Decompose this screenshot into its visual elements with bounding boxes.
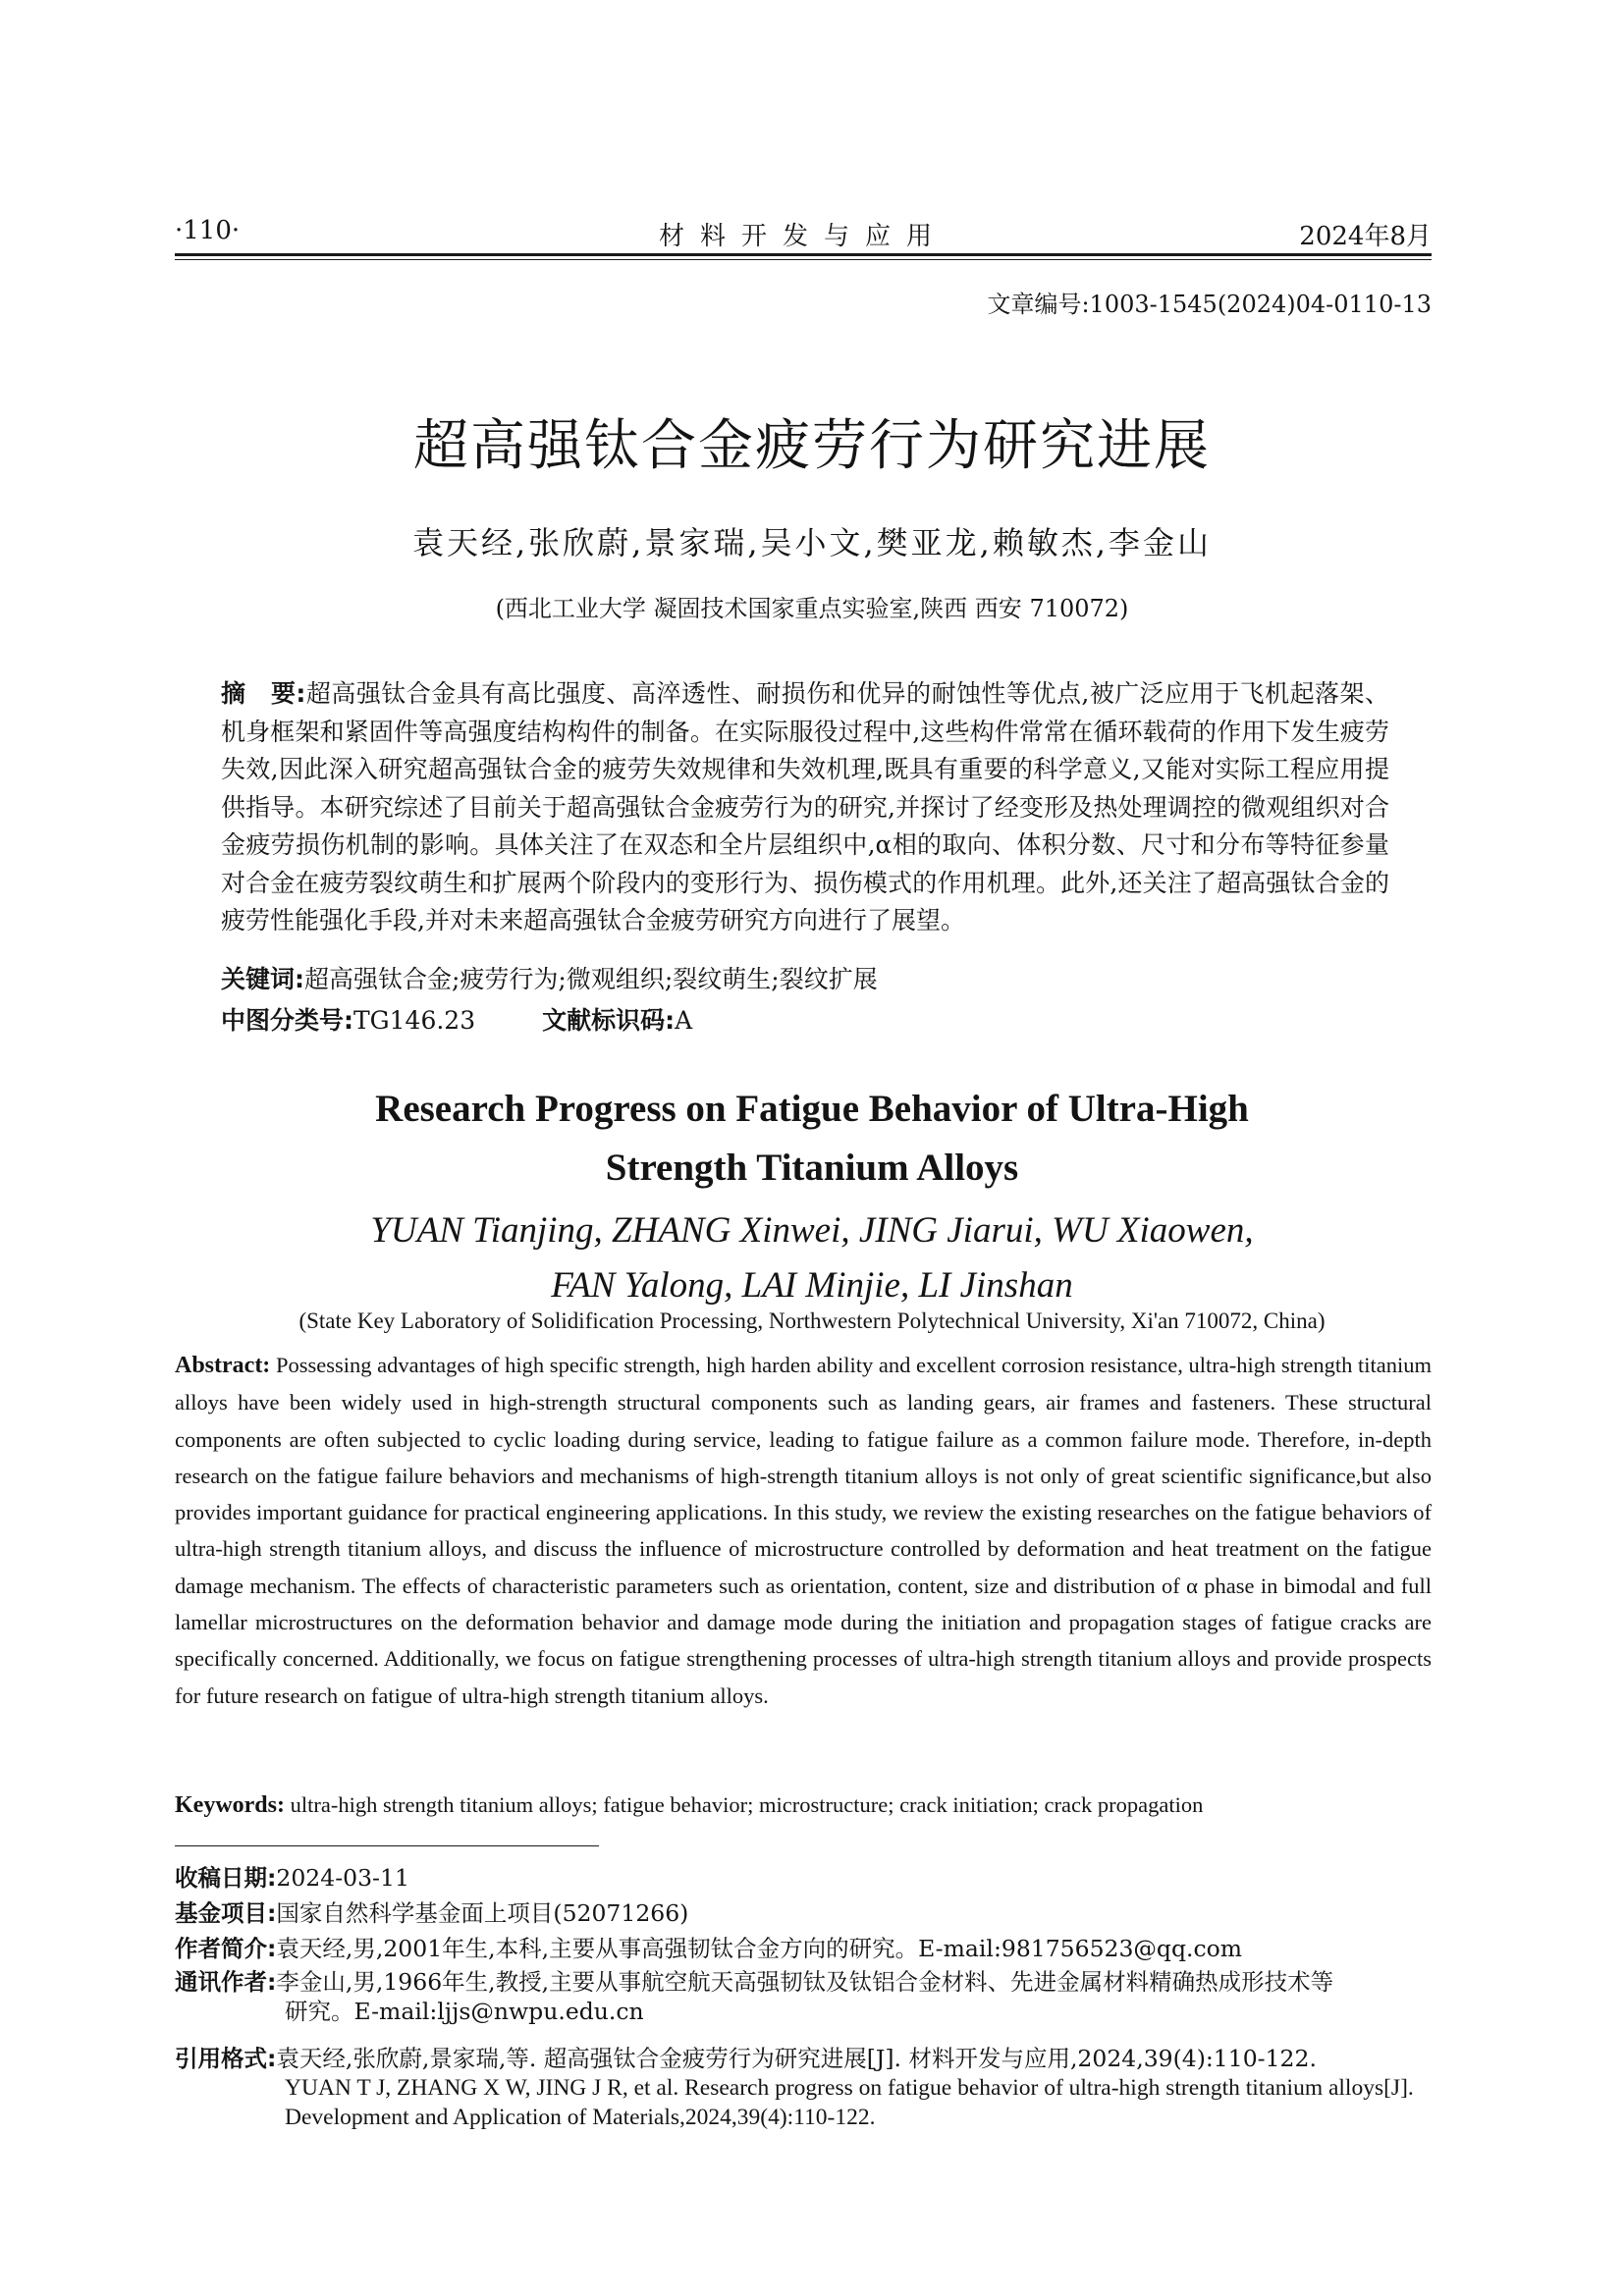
corr-label: 通讯作者: [175,1968,277,1996]
doc-code-value: A [675,1006,693,1035]
journal-name: 材料开发与应用 [658,222,947,251]
english-affiliation: (State Key Laboratory of Solidification Processing, Northwestern Polytechnical University, Xi'an 710072, China) [298,1308,1326,1333]
english-title-line-1: Research Progress on Fatigue Behavior of Ultra-High [375,1088,1249,1130]
chinese-authors: 袁天经,张欣蔚,景家瑞,吴小文,樊亚龙,赖敏杰,李金山 [411,524,1213,561]
english-keywords-label: Keywords: [175,1792,285,1818]
english-abstract [175,1347,1432,1714]
classification-line [221,1001,692,1037]
cite-label: 引用格式: [175,2045,277,2072]
english-title-line-2: Strength Titanium Alloys [605,1147,1019,1189]
author-bio-label: 作者简介: [175,1935,277,1962]
corr-line-1: 李金山,男,1966年生,教授,主要从事航空航天高强韧钛及钛铝合金材料、先进金属材料精确热成形技术等 [276,1968,1334,1996]
abstract-text: 超高强钛合金具有高比强度、高淬透性、耐损伤和优异的耐蚀性等优点,被广泛应用于飞机起落架、机身框架和紧固件等高强度结构构件的制备。在实际服役过程中,这些构件常常在循环载荷的作用下发生疲劳失效,因此深入研究超高强钛合金的疲劳失效规律和失效机理,既具有重要的科学意义,又能对实际工程应用提供指导。本研究综述了目前关于超高强钛合金疲劳行为的研究,并探讨了经变形及热处理调控的微观组织对合金疲劳损伤机制的影响。具体关注了在双态和全片层组织中,α相的取向、体积分数、尺寸和分布等特征参量对合金在疲劳裂纹萌生和扩展两个阶段内的变形行为、损伤模式的作用机理。此外,还关注了超高强钛合金的疲劳性能强化手段,并对未来超高强钛合金疲劳研究方向进行了展望。 [221,679,1389,934]
keywords-label: 关键词: [221,965,304,993]
corr-line-2: 研究。E-mail:ljjs@nwpu.edu.cn [285,1998,644,2025]
english-keywords [175,1792,1203,1819]
header-rule-thin [175,259,1432,260]
author-bio-value: 袁天经,男,2001年生,本科,主要从事高强韧钛合金方向的研究。E-mail:981756523@qq.com [276,1935,1243,1962]
chinese-title: 超高强钛合金疲劳行为研究进展 [413,414,1211,478]
article-number: 文章编号:1003-1545(2024)04-0110-13 [987,291,1432,318]
running-header [175,208,1432,255]
english-abstract-label: Abstract: [175,1353,271,1378]
citation-format [175,2044,1441,2132]
english-authors-line-1: YUAN Tianjing, ZHANG Xinwei, JING Jiarui, WU Xiaowen, [370,1210,1254,1251]
clc-label: 中图分类号: [221,1006,353,1035]
doc-code-label: 文献标识码: [542,1006,676,1035]
header-rule [175,253,1432,256]
english-authors-line-2: FAN Yalong, LAI Minjie, LI Jinshan [551,1265,1073,1306]
fund-project [175,1898,1441,1928]
keywords-text: 超高强钛合金;疲劳行为;微观组织;裂纹萌生;裂纹扩展 [304,965,878,993]
chinese-keywords [221,960,878,995]
received-label: 收稿日期: [175,1864,277,1892]
fund-value: 国家自然科学基金面上项目(52071266) [276,1899,689,1927]
abstract-label: 摘 要: [221,679,306,708]
clc-value: TG146.23 [353,1006,476,1035]
english-keywords-text: ultra-high strength titanium alloys; fatigue behavior; microstructure; crack initiation; crack propagation [284,1792,1204,1817]
english-authors [0,1203,1624,1313]
chinese-affiliation: (西北工业大学 凝固技术国家重点实验室,陕西 西安 710072) [495,595,1129,622]
received-date [175,1863,1441,1893]
english-title [0,1080,1624,1198]
received-value: 2024-03-11 [276,1864,409,1892]
cite-line-1: 袁天经,张欣蔚,景家瑞,等. 超高强钛合金疲劳行为研究进展[J]. 材料开发与应用,2024,39(4):110-122. [276,2045,1317,2072]
footnote-rule [175,1845,599,1846]
issue-date: 2024年8月 [1299,222,1432,251]
page-number: ·110· [175,216,241,245]
english-abstract-text: Possessing advantages of high specific strength, high harden ability and excellent corrosion resistance, ultra-high strength titanium alloys have been widely used in high-strength structural components such as landing gears, air frames and fasteners. These structural components are often subjected to cyclic loading during service, leading to fatigue failure as a common failure mode. Therefore, in-depth research on the fatigue failure behaviors and mechanisms of high-strength titanium alloys is not only of great scientific significance,but also provides important guidance for practical engineering applications. In this study, we review the existing researches on the fatigue behaviors of ultra-high strength titanium alloys, and discuss the influence of microstructure controlled by deformation and heat treatment on the fatigue damage mechanism. The effects of characteristic parameters such as orientation, content, size and distribution of α phase in bimodal and full lamellar microstructures on the deformation behavior and damage mode during the initiation and propagation stages of fatigue cracks are specifically concerned. Additionally, we focus on fatigue strengthening processes of ultra-high strength titanium alloys and provide prospects for future research on fatigue of ultra-high strength titanium alloys. [175,1353,1432,1708]
fund-label: 基金项目: [175,1899,277,1927]
corresponding-author [175,1967,1441,2026]
chinese-abstract [221,675,1389,940]
author-bio [175,1934,1441,1963]
cite-line-2: YUAN T J, ZHANG X W, JING J R, et al. Research progress on fatigue behavior of ultra-high strength titanium alloys[J]. Development and Application of Materials,2024,39(4):110-122. [285,2075,1414,2130]
